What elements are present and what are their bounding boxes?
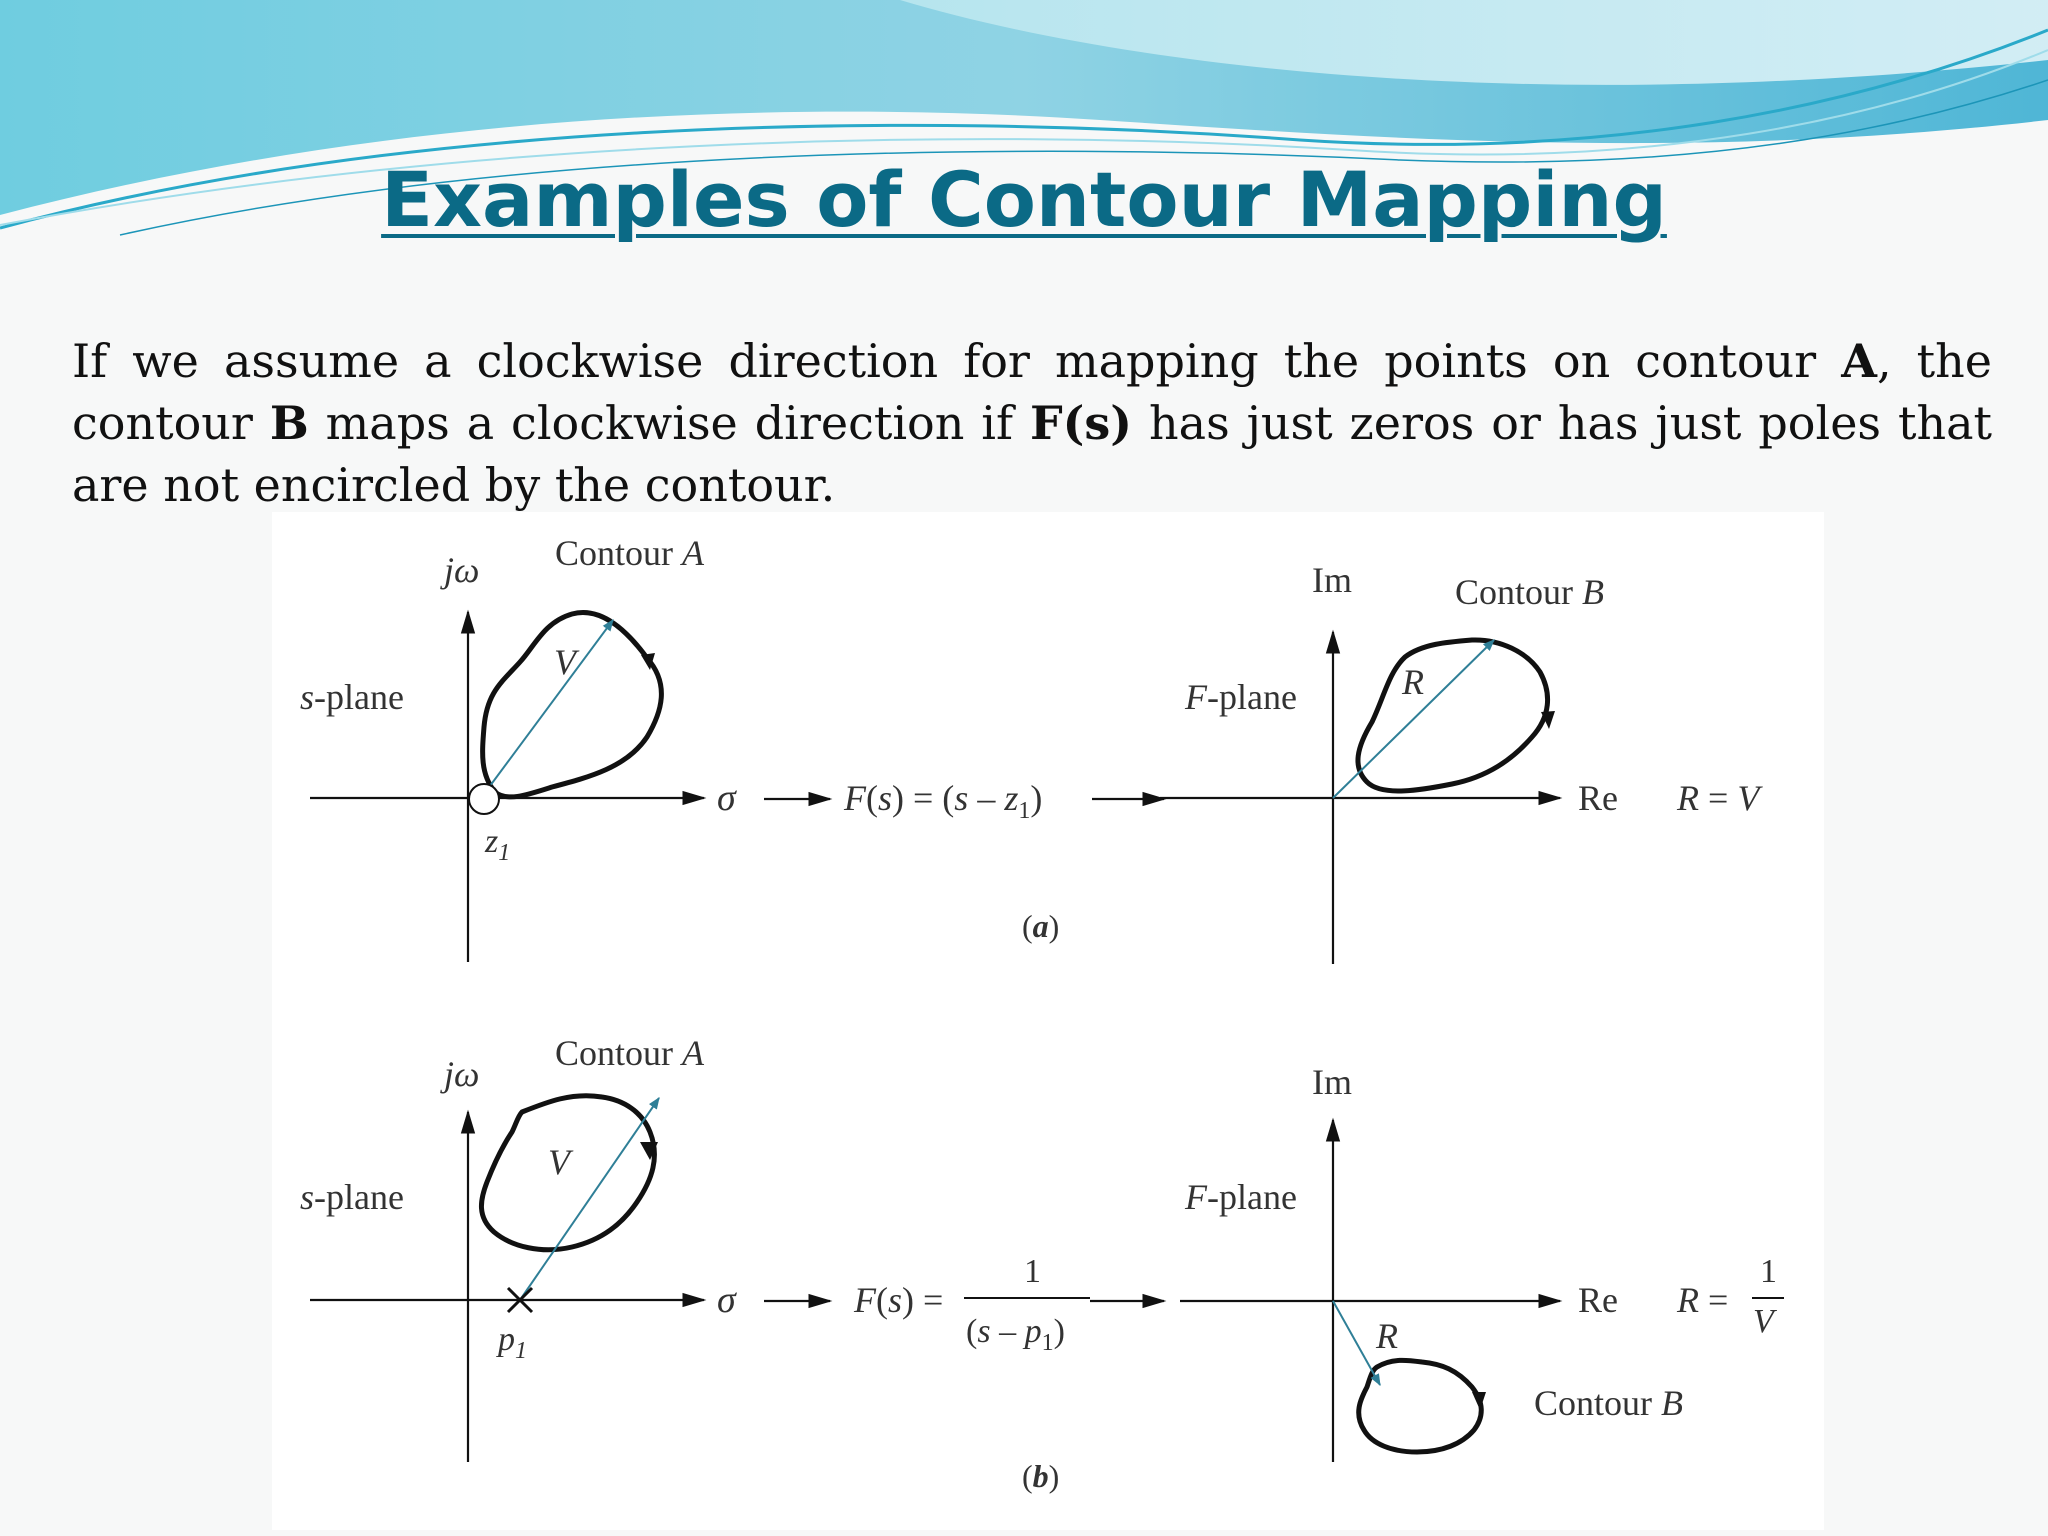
a-contour-b: [1358, 640, 1548, 791]
b-relation-numerator: 1: [1760, 1253, 1777, 1290]
fs-bold: F(s): [1029, 396, 1133, 450]
b-s-plane-label: s-plane: [300, 1177, 404, 1217]
contour-mapping-figure: [272, 512, 1824, 1530]
a-f-plane-label: F-plane: [1185, 677, 1297, 717]
b-function-denominator: $(s - p_1)$: [966, 1313, 1065, 1356]
b-im-label: Im: [1312, 1062, 1352, 1102]
b-jw-label: jω: [444, 1054, 480, 1094]
b-contour-b: [1359, 1360, 1482, 1452]
a-im-label: Im: [1312, 560, 1352, 600]
a-contour-a-label: Contour A: [555, 533, 705, 573]
b-relation-denominator: V: [1753, 1303, 1774, 1340]
b-function-lhs: F(s) =: [854, 1280, 944, 1320]
b-pole-label: $p_1$: [498, 1321, 527, 1364]
a-jw-label: jω: [444, 550, 480, 590]
b-re-label: Re: [1578, 1280, 1618, 1320]
b-f-plane-label: F-plane: [1185, 1177, 1297, 1217]
a-zero-marker: [469, 784, 499, 814]
b-contour-a-label: Contour A: [555, 1033, 705, 1073]
b-caption: (b): [1022, 1458, 1060, 1494]
slide-title: Examples of Contour Mapping: [381, 155, 1667, 244]
a-re-label: Re: [1578, 778, 1618, 818]
b-function-numerator: 1: [1024, 1253, 1041, 1290]
a-zero-label: $z_1$: [485, 823, 511, 866]
a-contour-a: [483, 613, 662, 797]
a-r-label: R: [1402, 662, 1424, 702]
b-contour-b-direction-arrow: [1472, 1392, 1486, 1410]
b-relation-lhs: R =: [1677, 1280, 1729, 1320]
b-contour-b-label: Contour B: [1534, 1383, 1684, 1423]
a-vector-v: [484, 620, 613, 794]
a-relation: R = V: [1677, 778, 1760, 818]
panel-a: [300, 533, 1763, 964]
a-v-label: V: [554, 642, 576, 682]
b-v-label: V: [548, 1142, 570, 1182]
contour-a-bold: A: [1841, 334, 1877, 388]
b-r-label: R: [1376, 1316, 1398, 1356]
a-contour-b-label: Contour B: [1455, 572, 1605, 612]
a-caption: (a): [1022, 908, 1060, 944]
contour-b-bold: B: [269, 396, 309, 450]
a-function-label: $F(s) = (s - z_1)$: [844, 778, 1043, 824]
b-sigma-label: σ: [717, 1279, 736, 1321]
a-sigma-label: σ: [717, 777, 736, 819]
b-vector-r: [1333, 1301, 1380, 1385]
body-paragraph: If we assume a clockwise direction for mapping the points on contour A, the contour B maps a clockwise direction if F(s) has just zeros or has just poles that are not encircled by the contour.: [72, 334, 1992, 512]
panel-b: [300, 1033, 1784, 1494]
a-s-plane-label: s-plane: [300, 677, 404, 717]
